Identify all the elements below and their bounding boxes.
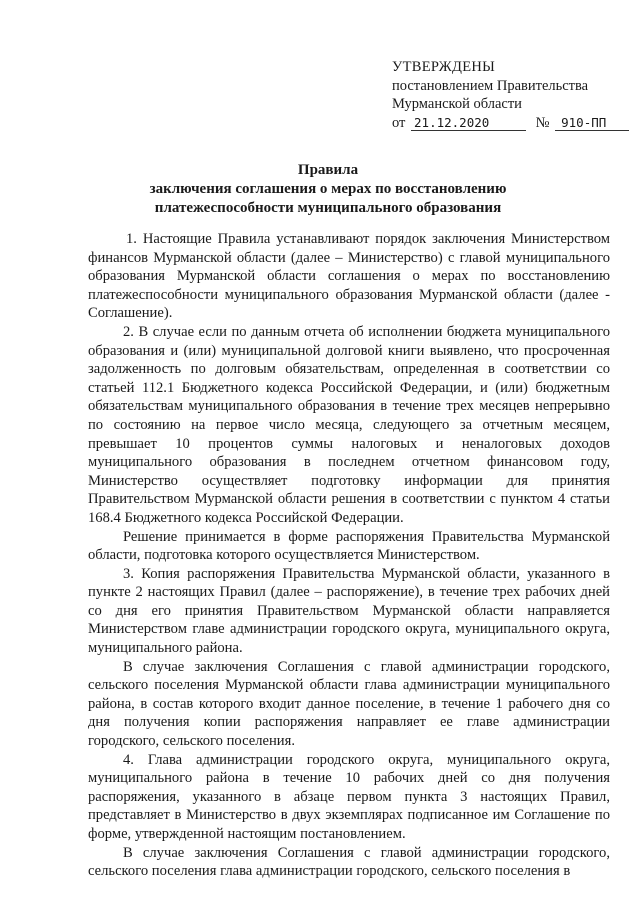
paragraph-5: В случае заключения Соглашения с главой администрации городского, сельского поселения Мурманской области глава администрации муниципального района, в состав которого входит данное поселение, в течение 1 рабочего дня со дня получения копии распоряжения направляет ее главе администрации городского, сельского поселения.	[88, 658, 610, 750]
title-line-2: заключения соглашения о мерах по восстановлению	[149, 181, 507, 197]
approval-date-line	[392, 114, 632, 133]
title-line-1: Правила	[297, 162, 359, 178]
paragraph-1: 1. Настоящие Правила устанавливают порядок заключения Министерством финансов Мурманской области (далее – Министерство) с главой муниципального образования Мурманской области соглашения о мерах по восстановлению платежеспособности муниципального образования Мурманской области (далее - Соглашение).	[88, 231, 610, 322]
approval-line-2: Мурманской области	[392, 96, 522, 112]
paragraph-3: Решение принимается в форме распоряжения Правительства Мурманской области, подготовка которого осуществляется Министерством.	[88, 528, 610, 564]
approval-number: 910-ПП	[555, 115, 629, 131]
approval-date: 21.12.2020	[411, 115, 526, 131]
approval-heading: УТВЕРЖДЕНЫ	[392, 59, 496, 75]
approval-stamp	[392, 58, 632, 132]
paragraph-2: 2. В случае если по данным отчета об исполнении бюджета муниципального образования и (или) муниципальной долговой книги выявлено, что просроченная задолженность по долговым обязательствам, определенная в соответствии со статьей 112.1 Бюджетного кодекса Российской Федерации, и (или) бюджетным обязательствам муниципального образования в течение трех месяцев непрерывно по состоянию на первое число месяца, следующего за отчетным месяцем, превышает 10 процентов суммы налоговых и неналоговых доходов муниципального образования в последнем отчетном финансовом году, Министерство осуществляет подготовку информации для принятия Правительством Мурманской области решения в соответствии с пунктом 4 статьи 168.4 Бюджетного кодекса Российской Федерации.	[88, 323, 610, 526]
paragraph-4: 3. Копия распоряжения Правительства Мурманской области, указанного в пункте 2 настоящих Правил (далее – распоряжение), в течение трех рабочих дней со дня его принятия Правительством Мурманской области направляется Министерством главе администрации городского округа, муниципального округа, муниципального района.	[88, 565, 610, 657]
approval-line-1: постановлением Правительства	[392, 77, 589, 94]
document-title	[90, 161, 566, 218]
date-prefix: от	[392, 114, 406, 131]
title-line-3: платежеспособности муниципального образования	[154, 200, 502, 216]
number-sign: №	[535, 114, 550, 131]
paragraph-6: 4. Глава администрации городского округа, муниципального округа, муниципального района в течение 10 рабочих дней со дня получения распоряжения, указанного в абзаце первом пункта 3 настоящих Правил, представляет в Министерство в двух экземплярах подписанное им Соглашение по форме, утвержденной настоящим постановлением.	[88, 751, 610, 842]
paragraph-7: В случае заключения Соглашения с главой администрации городского, сельского поселения глава администрации городского, сельского поселения в	[88, 844, 610, 880]
document-body	[88, 230, 610, 881]
